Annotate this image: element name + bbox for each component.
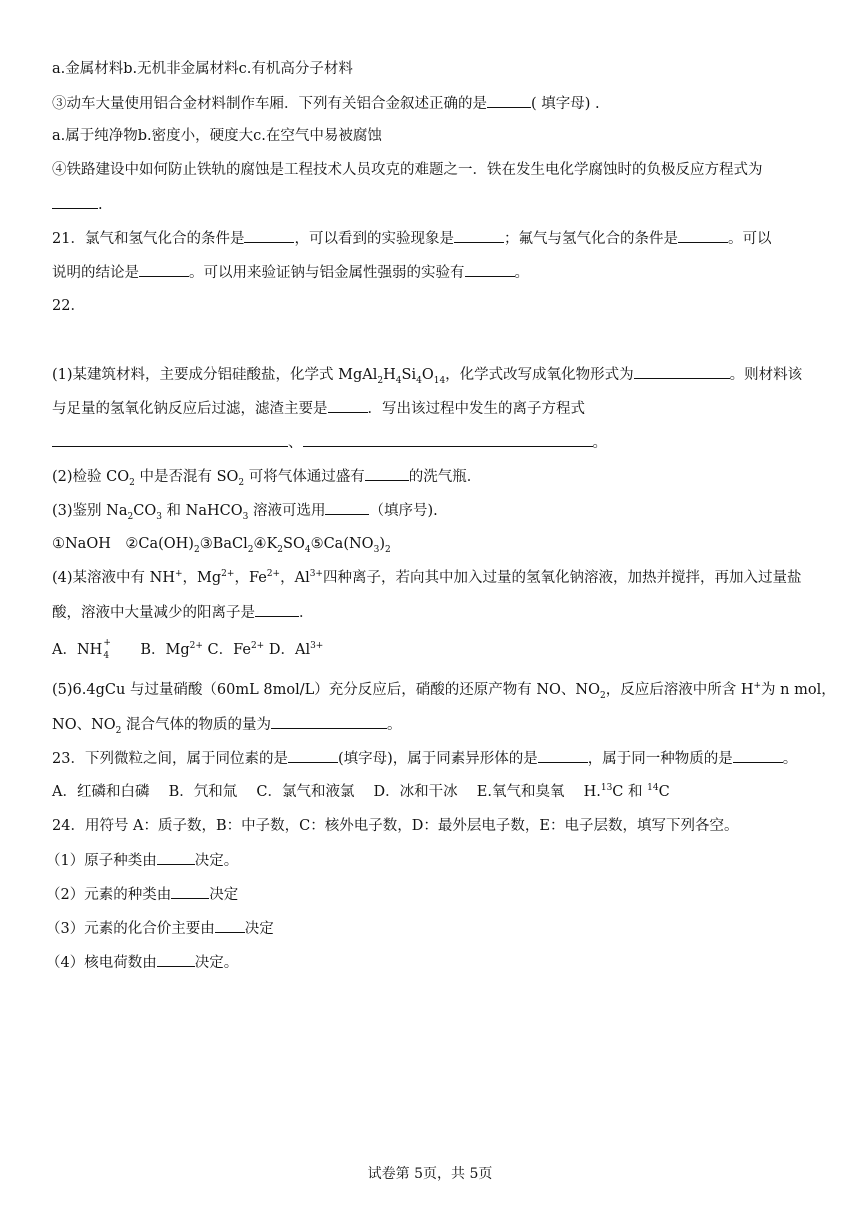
question-22-part4: (4)某溶液中有 NH+，$Mg^{2+}$，$Fe^{2+}$，$Al^{3+}$四种离子，若向其中加入过量的氢氧化钠溶液，加热并搅拌，再加入过量盐	[52, 569, 802, 586]
question-22-number: 22．	[52, 298, 85, 314]
answer-blank[interactable]	[157, 952, 195, 967]
question-24-1: （1）原子种类由 决定。	[46, 850, 238, 871]
answer-blank[interactable]	[325, 500, 369, 515]
answer-blank[interactable]	[244, 228, 294, 243]
question-23: 23．下列微粒之间，属于同位素的是 (填字母)，属于同素异形体的是 ，属于同一种物质的是 。	[52, 748, 797, 769]
answer-blank[interactable]	[171, 884, 209, 899]
question-22-part5-cont: NO、$NO_2$ 混合气体的物质的量为 。	[52, 714, 402, 735]
answer-blank[interactable]	[733, 748, 783, 763]
answer-blank[interactable]	[271, 714, 387, 729]
question-22-part2: (2)检验 $CO_2$ 中是否混有 $SO_2$ 可将气体通过盛有 的洗气瓶．	[52, 466, 481, 487]
answer-blank[interactable]	[215, 918, 245, 933]
question-22-part4-cont: 酸，溶液中大量减少的阳离子是 ．	[52, 602, 314, 623]
question-23-options: A．红磷和白磷 B．氕和氚 C．氯气和液氯 D．冰和干冰 E.氧气和臭氧 H.$^{13}$C 和 $^{14}$C	[52, 783, 670, 800]
answer-blank[interactable]	[288, 748, 338, 763]
question-22-part3-options: ①NaOH $②Ca(OH)_2③BaCl_2④K_2SO_4⑤Ca(NO_3)_2$	[52, 536, 391, 555]
answer-blank[interactable]	[139, 262, 189, 277]
answer-blank[interactable]	[487, 93, 531, 108]
question-22-part1: (1)某建筑材料，主要成分铝硅酸盐，化学式 $MgAl_2H_4Si_4O_{14}$，化学式改写成氧化物形式为 。则材料该	[52, 364, 802, 385]
question-22-part1-equations: 、 。	[52, 432, 607, 453]
answer-blank[interactable]	[454, 228, 504, 243]
answer-blank[interactable]	[538, 748, 588, 763]
answer-blank[interactable]	[52, 194, 98, 209]
answer-blank[interactable]	[678, 228, 728, 243]
question-24-2: （2）元素的种类由 决定	[46, 884, 238, 905]
options-line-materials: a.金属材料b.无机非金属材料c.有机高分子材料	[52, 61, 353, 77]
page-footer: 试卷第 5页，共 5页	[367, 1166, 493, 1182]
question-21: 21．氯气和氢气化合的条件是 ，可以看到的实验现象是 ；氟气与氢气化合的条件是 。可以	[52, 228, 771, 249]
question-22-part3: (3)鉴别 $Na_2CO_3$ 和 NaHCO$_3$ 溶液可选用 （填序号).	[52, 500, 438, 521]
answer-blank[interactable]	[465, 262, 515, 277]
question-24-3: （3）元素的化合价主要由 决定	[46, 918, 274, 939]
answer-blank[interactable]	[52, 432, 288, 447]
question-iron-corrosion: ④铁路建设中如何防止铁轨的腐蚀是工程技术人员攻克的难题之一．铁在发生电化学腐蚀时的负极反应方程式为	[52, 162, 763, 178]
answer-blank[interactable]	[303, 432, 593, 447]
question-aluminum-alloy: ③动车大量使用铝合金材料制作车厢．下列有关铝合金叙述正确的是 ( 填字母) .	[52, 93, 600, 114]
answer-blank[interactable]	[634, 364, 730, 379]
answer-blank[interactable]	[365, 466, 409, 481]
question-21-cont: 说明的结论是 。可以用来验证钠与铝金属性强弱的实验有 。	[52, 262, 529, 283]
options-line-alloy: a.属于纯净物b.密度小，硬度大c.在空气中易被腐蚀	[52, 128, 382, 144]
question-22-part4-options: A．NH + 4 B．$Mg^{2+}$ C．$Fe^{2+}$ D．$Al^{3+}$	[52, 638, 324, 661]
question-22-part1-cont: 与足量的氢氧化钠反应后过滤，滤渣主要是 ．写出该过程中发生的离子方程式	[52, 398, 585, 419]
question-22-part5: (5)6.4gCu 与过量硝酸（60mL 8mol/L）充分反应后，硝酸的还原产物有 NO、$NO_2$，反应后溶液中所含 H+为 n mol，	[52, 681, 836, 701]
answer-blank[interactable]	[255, 602, 299, 617]
answer-blank[interactable]	[157, 850, 195, 865]
question-iron-corrosion-cont: .	[52, 194, 103, 215]
question-24-4: （4）核电荷数由 决定。	[46, 952, 238, 973]
answer-blank[interactable]	[328, 398, 368, 413]
question-24: 24．用符号 A：质子数，B：中子数，C：核外电子数，D：最外层电子数，E：电子层数，填写下列各空。	[52, 818, 739, 834]
